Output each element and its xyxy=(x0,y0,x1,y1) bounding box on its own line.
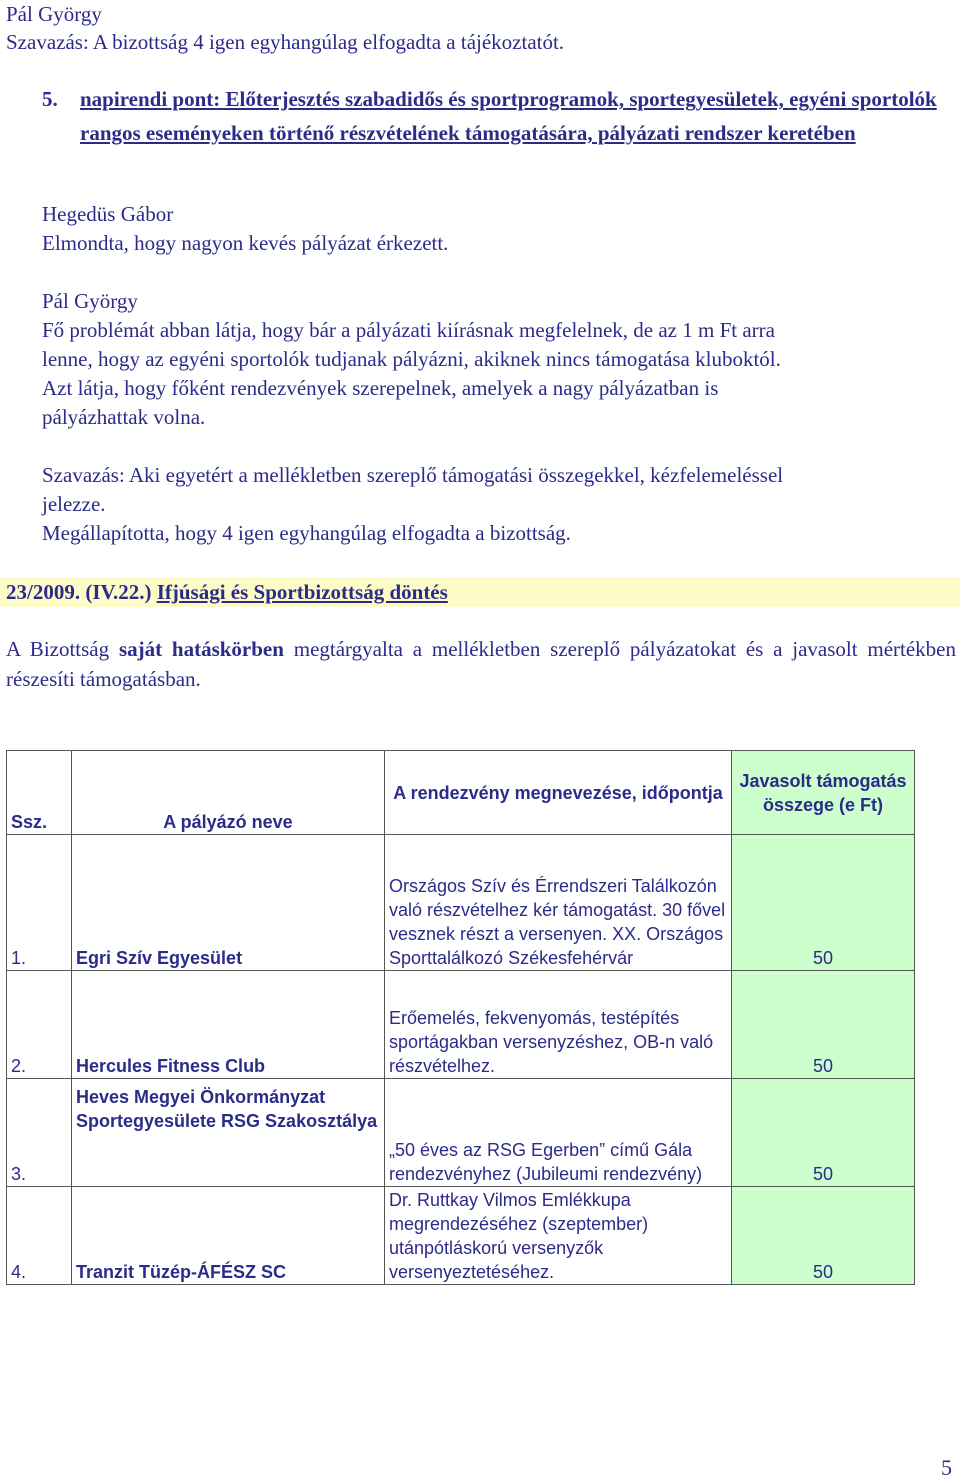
speaker-name: Hegedüs Gábor xyxy=(42,202,174,226)
decision-number: 23/2009. (IV.22.) xyxy=(6,580,152,604)
row-amount: 50 xyxy=(732,1187,915,1285)
row-amount: 50 xyxy=(732,835,915,971)
vote-text: Szavazás: A bizottság 4 igen egyhangúlag elfogadta a tájékoztatót. xyxy=(6,30,565,54)
speech-line: lenne, hogy az egyéni sportolók tudjanak pályázni, akiknek nincs támogatása kluboktól. xyxy=(42,347,781,371)
table-row xyxy=(7,1079,915,1187)
row-name: Egri Szív Egyesület xyxy=(72,835,385,971)
row-event: Országos Szív és Érrendszeri Találkozón való részvételhez kér támogatást. 30 fővel vesznek részt a versenyen. XX. Országos Sporttalálkozó Székesfehérvár xyxy=(385,835,732,971)
speech-line: Azt látja, hogy főként rendezvények szerepelnek, amelyek a nagy pályázatban is xyxy=(42,376,719,400)
vote-line: jelezze. xyxy=(42,492,106,516)
vote-line: Megállapította, hogy 4 igen egyhangúlag elfogadta a bizottság. xyxy=(42,521,571,545)
row-num: 2. xyxy=(7,971,72,1079)
row-event: „50 éves az RSG Egerben” című Gála rendezvényhez (Jubileumi rendezvény) xyxy=(385,1079,732,1187)
row-num: 1. xyxy=(7,835,72,971)
speech-line: pályázhattak volna. xyxy=(42,405,206,429)
row-event: Erőemelés, fekvenyomás, testépítés sportágakban versenyzéshez, OB-n való részvételhez. xyxy=(385,971,732,1079)
decision-text-before: A Bizottság xyxy=(6,637,119,661)
row-amount: 50 xyxy=(732,971,915,1079)
grants-table xyxy=(6,750,915,1285)
decision-heading-text xyxy=(6,577,448,607)
vote-line: Szavazás: Aki egyetért a mellékletben szereplő támogatási összegekkel, kézfelemeléssel xyxy=(42,463,784,487)
table-row xyxy=(7,1187,915,1285)
header-event: A rendezvény megnevezése, időpontja xyxy=(385,751,732,835)
agenda-number: 5. xyxy=(42,87,58,111)
decision-text-bold: saját hatáskörben xyxy=(118,637,284,661)
speaker-name: Pál György xyxy=(42,289,138,313)
row-name: Heves Megyei Önkormányzat Sportegyesülete RSG Szakosztálya xyxy=(72,1079,385,1187)
header-name: A pályázó neve xyxy=(72,751,385,835)
decision-title: Ifjúsági és Sportbizottság döntés xyxy=(156,580,448,604)
agenda-title: napirendi pont: Előterjesztés szabadidős és sportprogramok, sportegyesületek, egyéni sportolók rangos eseményeken történő részvételének támogatására, pályázati rendszer keretében xyxy=(80,87,937,145)
row-num: 4. xyxy=(7,1187,72,1285)
speaker-name: Pál György xyxy=(6,2,102,26)
page-number: 5 xyxy=(941,1455,952,1480)
table-row xyxy=(7,971,915,1079)
header-amount: Javasolt támogatás összege (e Ft) xyxy=(732,751,915,835)
table-header-row xyxy=(7,751,915,835)
decision-text-after: megtárgyalta a mellékletben szereplő pályázatokat és a javasolt mértékben részesíti támogatásban. xyxy=(6,637,956,691)
row-event: Dr. Ruttkay Vilmos Emlékkupa megrendezéséhez (szeptember) utánpótláskorú versenyzők versenyeztetéséhez. xyxy=(385,1187,732,1285)
row-amount: 50 xyxy=(732,1079,915,1187)
speech-line: Fő problémát abban látja, hogy bár a pályázati kiírásnak megfelelnek, de az 1 m Ft arra xyxy=(42,318,775,342)
row-name: Hercules Fitness Club xyxy=(72,971,385,1079)
table-row xyxy=(7,835,915,971)
row-name: Tranzit Tüzép-ÁFÉSZ SC xyxy=(72,1187,385,1285)
speech-text: Elmondta, hogy nagyon kevés pályázat érkezett. xyxy=(42,231,449,255)
decision-text xyxy=(6,634,956,694)
header-num: Ssz. xyxy=(7,751,72,835)
decision-heading xyxy=(0,577,960,607)
row-num: 3. xyxy=(7,1079,72,1187)
